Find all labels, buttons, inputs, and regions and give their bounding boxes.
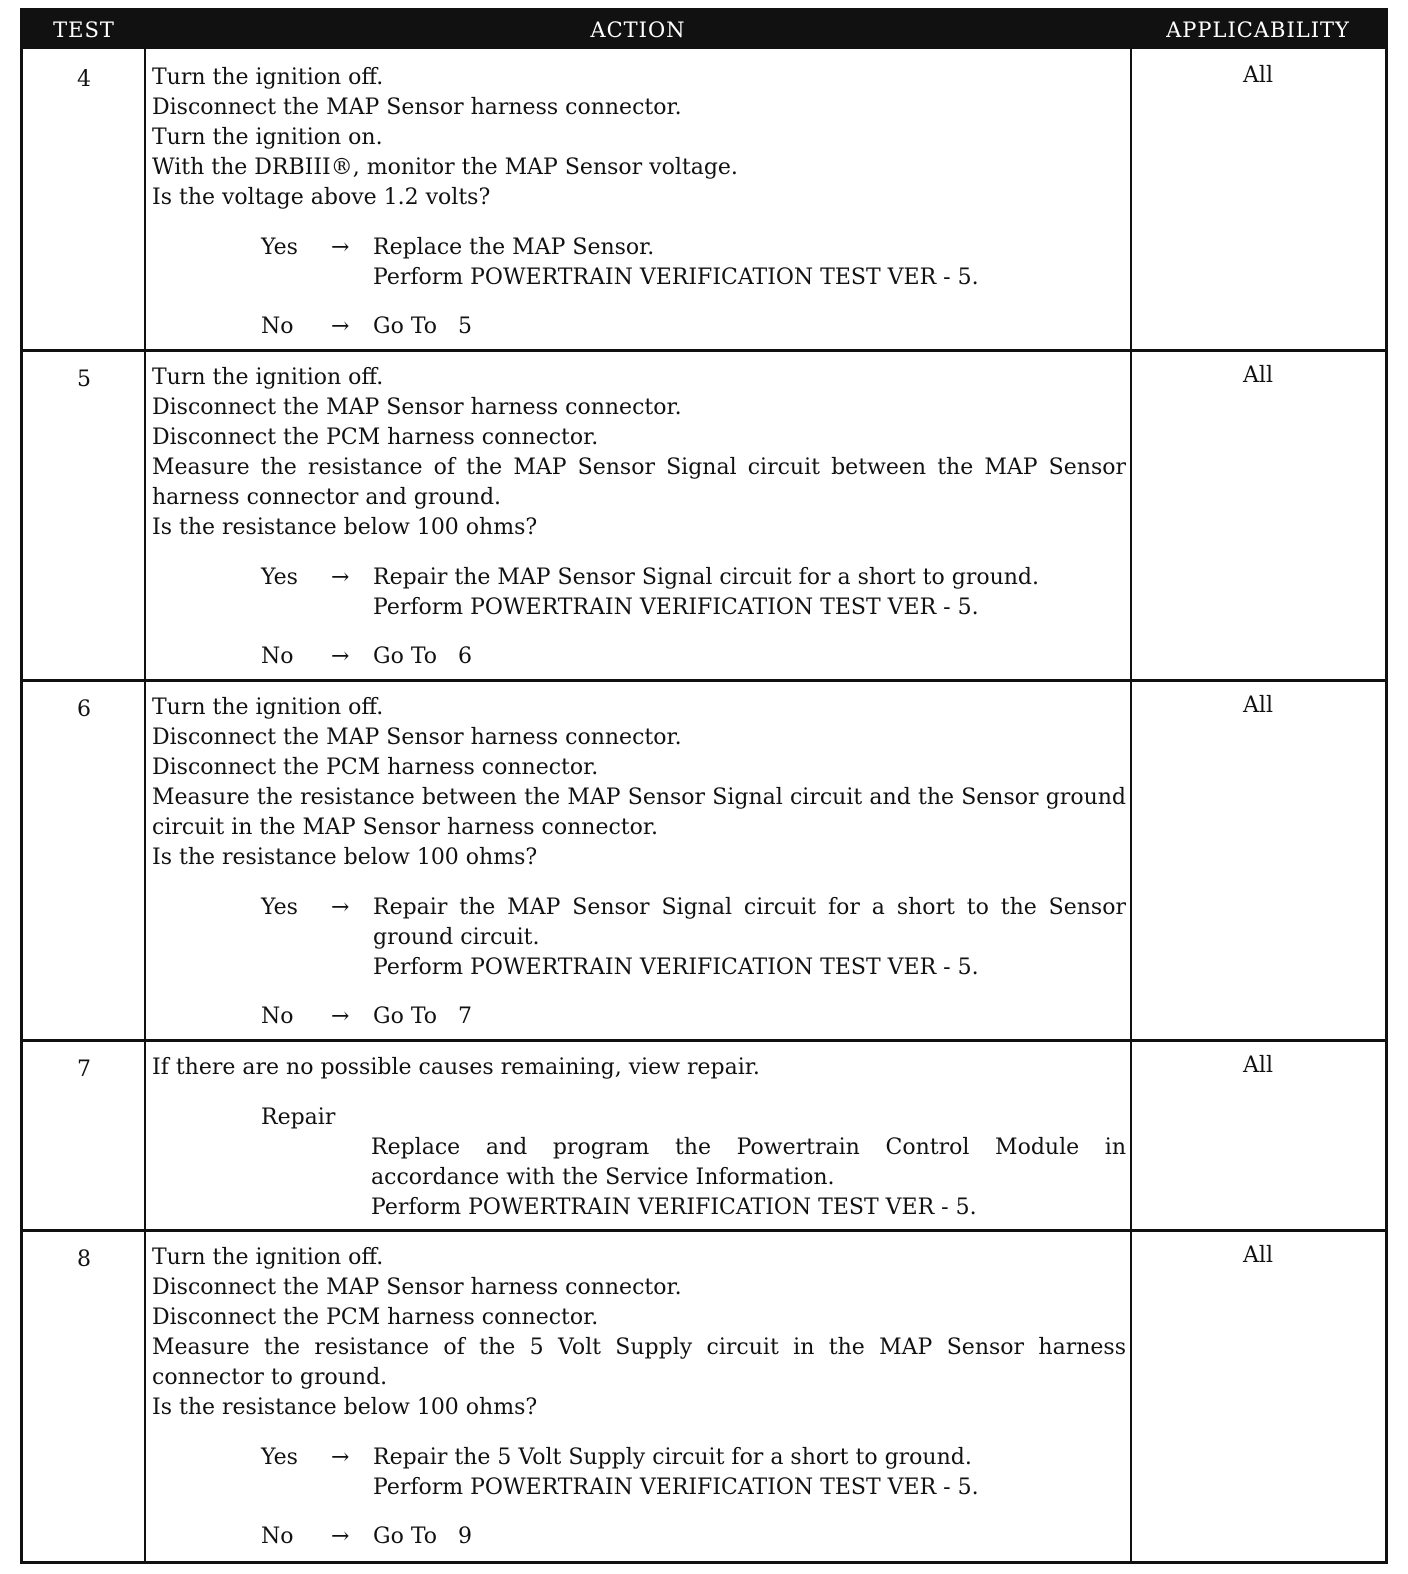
arrow-icon: → xyxy=(331,1004,350,1029)
yes-label: Yes xyxy=(261,565,298,590)
yes-line: Perform POWERTRAIN VERIFICATION TEST VER - 5. xyxy=(373,265,979,290)
no-label: No xyxy=(261,314,294,339)
applicability-value: All xyxy=(1243,1243,1273,1268)
row-divider xyxy=(23,1229,1385,1232)
step: Disconnect the PCM harness connector. xyxy=(152,425,599,450)
repair-text xyxy=(371,1133,1126,1223)
step: Disconnect the MAP Sensor harness connector. xyxy=(152,395,682,420)
yes-line: Repair the 5 Volt Supply circuit for a short to ground. xyxy=(373,1445,972,1470)
test-number: 5 xyxy=(77,367,91,392)
step: With the DRBIII®, monitor the MAP Sensor voltage. xyxy=(152,155,738,180)
yes-text xyxy=(373,1443,1126,1503)
test-number: 4 xyxy=(77,67,91,92)
step: Measure the resistance of the 5 Volt Supply circuit in the MAP Sensor harness connector to ground. xyxy=(152,1335,1126,1390)
column-divider xyxy=(144,49,146,1561)
step: Measure the resistance between the MAP Sensor Signal circuit and the Sensor ground circuit in the MAP Sensor harness connector. xyxy=(152,785,1126,840)
step: Is the resistance below 100 ohms? xyxy=(152,845,538,870)
step: If there are no possible causes remaining, view repair. xyxy=(152,1055,760,1080)
step: Measure the resistance of the MAP Sensor Signal circuit between the MAP Sensor harness connector and ground. xyxy=(152,455,1126,510)
step: Is the voltage above 1.2 volts? xyxy=(152,185,491,210)
arrow-icon: → xyxy=(331,1445,350,1470)
action-steps xyxy=(152,1243,1126,1423)
action-steps xyxy=(152,363,1126,543)
arrow-icon: → xyxy=(331,644,350,669)
step: Turn the ignition on. xyxy=(152,125,383,150)
header-applicability: APPLICABILITY xyxy=(1166,18,1350,42)
yes-text xyxy=(373,233,1126,293)
row-divider xyxy=(23,349,1385,352)
step: Disconnect the MAP Sensor harness connector. xyxy=(152,1275,682,1300)
arrow-icon: → xyxy=(331,895,350,920)
yes-text xyxy=(373,563,1126,623)
yes-label: Yes xyxy=(261,895,298,920)
applicability-value: All xyxy=(1243,1053,1273,1078)
applicability-value: All xyxy=(1243,693,1273,718)
no-text: Go To 9 xyxy=(373,1524,472,1549)
step: Disconnect the PCM harness connector. xyxy=(152,1305,599,1330)
step: Turn the ignition off. xyxy=(152,1245,384,1270)
no-text: Go To 5 xyxy=(373,314,472,339)
repair-line: Replace and program the Powertrain Control Module in accordance with the Service Information. xyxy=(371,1135,1126,1190)
step: Turn the ignition off. xyxy=(152,695,384,720)
step: Is the resistance below 100 ohms? xyxy=(152,1395,538,1420)
no-label: No xyxy=(261,644,294,669)
step: Turn the ignition off. xyxy=(152,365,384,390)
column-divider xyxy=(1130,49,1132,1561)
row-divider xyxy=(23,679,1385,682)
header-test: TEST xyxy=(53,18,115,42)
yes-label: Yes xyxy=(261,1445,298,1470)
table-header xyxy=(23,11,1385,49)
action-steps xyxy=(152,1053,1126,1083)
no-text: Go To 6 xyxy=(373,644,472,669)
yes-label: Yes xyxy=(261,235,298,260)
yes-line: Perform POWERTRAIN VERIFICATION TEST VER - 5. xyxy=(373,955,979,980)
header-action: ACTION xyxy=(590,18,686,42)
no-text: Go To 7 xyxy=(373,1004,472,1029)
step: Turn the ignition off. xyxy=(152,65,384,90)
step: Disconnect the MAP Sensor harness connector. xyxy=(152,95,682,120)
row-divider xyxy=(23,1039,1385,1042)
applicability-value: All xyxy=(1243,63,1273,88)
step: Is the resistance below 100 ohms? xyxy=(152,515,538,540)
action-steps xyxy=(152,693,1126,873)
diagnostic-table xyxy=(20,8,1388,1564)
yes-line: Perform POWERTRAIN VERIFICATION TEST VER - 5. xyxy=(373,1475,979,1500)
test-number: 6 xyxy=(77,697,91,722)
arrow-icon: → xyxy=(331,235,350,260)
no-label: No xyxy=(261,1524,294,1549)
step: Disconnect the PCM harness connector. xyxy=(152,755,599,780)
applicability-value: All xyxy=(1243,363,1273,388)
arrow-icon: → xyxy=(331,1524,350,1549)
step: Disconnect the MAP Sensor harness connector. xyxy=(152,725,682,750)
repair-line: Perform POWERTRAIN VERIFICATION TEST VER - 5. xyxy=(371,1195,977,1220)
repair-label: Repair xyxy=(261,1105,336,1130)
yes-line: Replace the MAP Sensor. xyxy=(373,235,655,260)
no-label: No xyxy=(261,1004,294,1029)
arrow-icon: → xyxy=(331,314,350,339)
action-steps xyxy=(152,63,1126,213)
test-number: 7 xyxy=(77,1057,91,1082)
yes-line: Perform POWERTRAIN VERIFICATION TEST VER - 5. xyxy=(373,595,979,620)
yes-line: Repair the MAP Sensor Signal circuit for a short to ground. xyxy=(373,565,1040,590)
test-number: 8 xyxy=(77,1247,91,1272)
yes-text xyxy=(373,893,1126,983)
yes-line: Repair the MAP Sensor Signal circuit for a short to the Sensor ground circuit. xyxy=(373,895,1126,950)
arrow-icon: → xyxy=(331,565,350,590)
